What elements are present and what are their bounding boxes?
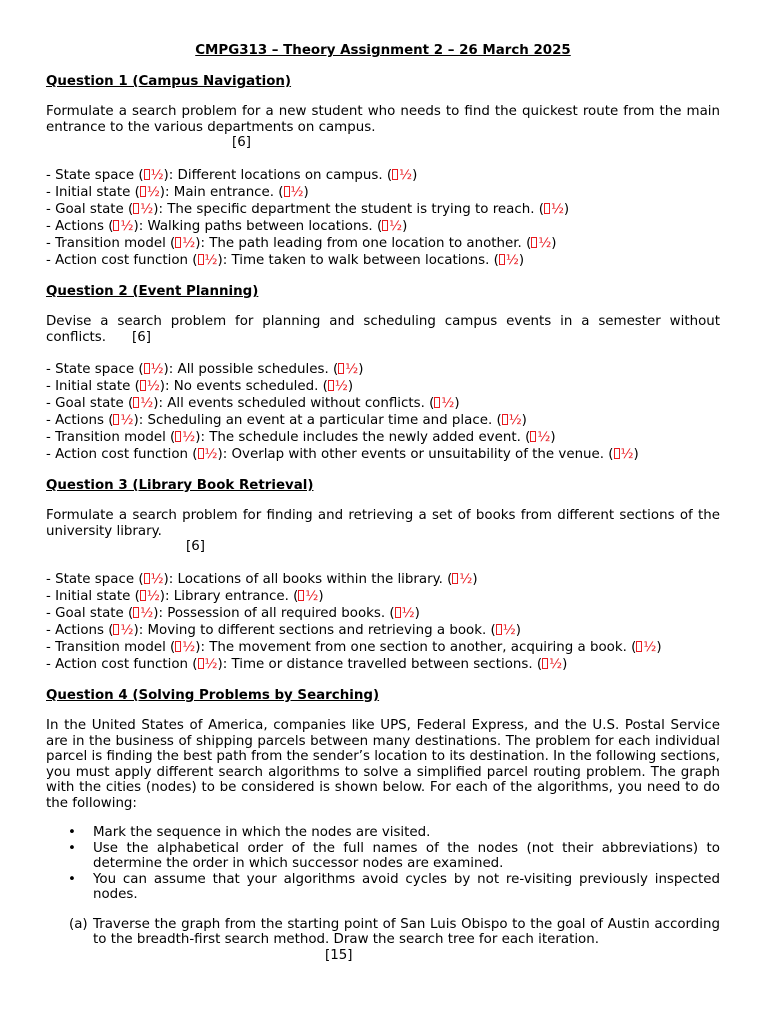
score-box bbox=[499, 254, 505, 265]
question-2-heading: Question 2 (Event Planning) bbox=[46, 284, 259, 299]
question-3-marks: [6] bbox=[186, 539, 205, 554]
score-box bbox=[392, 169, 398, 180]
question-4-heading: Question 4 (Solving Problems by Searching) bbox=[46, 688, 380, 703]
answer-line: - State space ( ½): All possible schedules. ( ½) bbox=[46, 362, 364, 377]
answer-line: - Actions ( ½): Scheduling an event at a particular time and place. ( ½) bbox=[46, 413, 527, 428]
question-4 bbox=[46, 687, 720, 964]
score-box bbox=[175, 431, 181, 442]
question-1 bbox=[46, 73, 720, 269]
answer-line: - Goal state ( ½): All events scheduled without conflicts. ( ½) bbox=[46, 396, 460, 411]
bullet-icon: • bbox=[68, 871, 76, 887]
question-1-heading: Question 1 (Campus Navigation) bbox=[46, 74, 292, 89]
question-3-answers bbox=[46, 571, 720, 673]
score-box bbox=[113, 624, 119, 635]
answer-line: - State space ( ½): Different locations on campus. ( ½) bbox=[46, 168, 418, 183]
question-4-intro: In the United States of America, companies like UPS, Federal Express, and the U.S. Postal Service are in the business of shipping parcels between many destinations. The problem for each individual parcel is finding the best path from the sender’s location to its destination. In the following sections, you must apply different search algorithms to solve a simplified parcel routing problem. The graph with the cities (nodes) to be considered is shown below. For each of the algorithms, you need to do the following: bbox=[46, 718, 720, 811]
score-box bbox=[140, 186, 146, 197]
score-box bbox=[544, 203, 550, 214]
answer-line: - State space ( ½): Locations of all books within the library. ( ½) bbox=[46, 572, 478, 587]
question-4a bbox=[46, 917, 720, 948]
score-box bbox=[636, 641, 642, 652]
answer-line: - Transition model ( ½): The movement from one section to another, acquiring a book. ( ½) bbox=[46, 640, 662, 655]
score-box bbox=[198, 658, 204, 669]
bullet-icon: • bbox=[68, 840, 76, 856]
score-box bbox=[144, 169, 150, 180]
score-box bbox=[175, 641, 181, 652]
score-box bbox=[382, 220, 388, 231]
score-box bbox=[530, 431, 536, 442]
score-box bbox=[113, 220, 119, 231]
question-2-marks: [6] bbox=[132, 329, 152, 345]
question-2 bbox=[46, 283, 720, 463]
score-box bbox=[175, 237, 181, 248]
answer-line: - Action cost function ( ½): Time taken to walk between locations. ( ½) bbox=[46, 253, 525, 268]
answer-line: - Action cost function ( ½): Time or distance travelled between sections. ( ½) bbox=[46, 657, 568, 672]
score-box bbox=[496, 624, 502, 635]
list-item: • You can assume that your algorithms avoid cycles by not re-visiting previously inspected nodes. bbox=[68, 871, 720, 902]
answer-line: - Actions ( ½): Moving to different sections and retrieving a book. ( ½) bbox=[46, 623, 521, 638]
score-box bbox=[502, 414, 508, 425]
question-2-description: Devise a search problem for planning and scheduling campus events in a semester without conflicts. [6] bbox=[46, 314, 720, 345]
score-box bbox=[133, 607, 139, 618]
answer-line: - Initial state ( ½): Main entrance. ( ½) bbox=[46, 185, 309, 200]
question-1-description: Formulate a search problem for a new student who needs to find the quickest route from the main entrance to the various departments on campus. bbox=[46, 104, 720, 135]
score-box bbox=[338, 363, 344, 374]
answer-line: - Transition model ( ½): The path leading from one location to another. ( ½) bbox=[46, 236, 557, 251]
score-box bbox=[452, 573, 458, 584]
answer-line: - Initial state ( ½): No events scheduled. ( ½) bbox=[46, 379, 354, 394]
score-box bbox=[140, 380, 146, 391]
score-box bbox=[395, 607, 401, 618]
score-box bbox=[284, 186, 290, 197]
question-4-instructions bbox=[46, 825, 720, 903]
question-2-answers bbox=[46, 361, 720, 463]
question-4a-marks: [15] bbox=[325, 947, 353, 963]
answer-line: - Transition model ( ½): The schedule includes the newly added event. ( ½) bbox=[46, 430, 556, 445]
score-box bbox=[144, 573, 150, 584]
question-1-marks: [6] bbox=[232, 135, 251, 150]
score-box bbox=[140, 590, 146, 601]
answer-line: - Action cost function ( ½): Overlap with other events or unsuitability of the venue. ( ½) bbox=[46, 447, 639, 462]
score-box bbox=[133, 397, 139, 408]
question-4a-text: Traverse the graph from the starting point of San Luis Obispo to the goal of Austin according to the breadth-first search method. Draw the search tree for each iteration. bbox=[93, 916, 720, 947]
list-item: • Use the alphabetical order of the full names of the nodes (not their abbreviations) to determine the order in which successor nodes are examined. bbox=[68, 840, 720, 871]
answer-line: - Goal state ( ½): Possession of all required books. ( ½) bbox=[46, 606, 420, 621]
question-3-heading: Question 3 (Library Book Retrieval) bbox=[46, 478, 314, 493]
list-item: • Mark the sequence in which the nodes are visited. bbox=[68, 825, 431, 840]
assignment-page bbox=[46, 42, 720, 964]
answer-line: - Initial state ( ½): Library entrance. ( ½) bbox=[46, 589, 324, 604]
score-box bbox=[542, 658, 548, 669]
score-box bbox=[298, 590, 304, 601]
score-box bbox=[328, 380, 334, 391]
answer-line: - Goal state ( ½): The specific department the student is trying to reach. ( ½) bbox=[46, 202, 570, 217]
score-box bbox=[144, 363, 150, 374]
score-box bbox=[113, 414, 119, 425]
question-3 bbox=[46, 477, 720, 673]
question-1-answers bbox=[46, 167, 720, 269]
question-4a-label: (a) bbox=[69, 916, 88, 932]
score-box bbox=[133, 203, 139, 214]
bullet-icon: • bbox=[68, 825, 76, 840]
question-3-description: Formulate a search problem for finding and retrieving a set of books from different sections of the university library. bbox=[46, 508, 720, 539]
score-box bbox=[198, 448, 204, 459]
score-box bbox=[434, 397, 440, 408]
score-box bbox=[614, 448, 620, 459]
answer-line: - Actions ( ½): Walking paths between locations. ( ½) bbox=[46, 219, 408, 234]
score-box bbox=[198, 254, 204, 265]
page-title: CMPG313 – Theory Assignment 2 – 26 March 2025 bbox=[195, 43, 571, 58]
score-box bbox=[531, 237, 537, 248]
